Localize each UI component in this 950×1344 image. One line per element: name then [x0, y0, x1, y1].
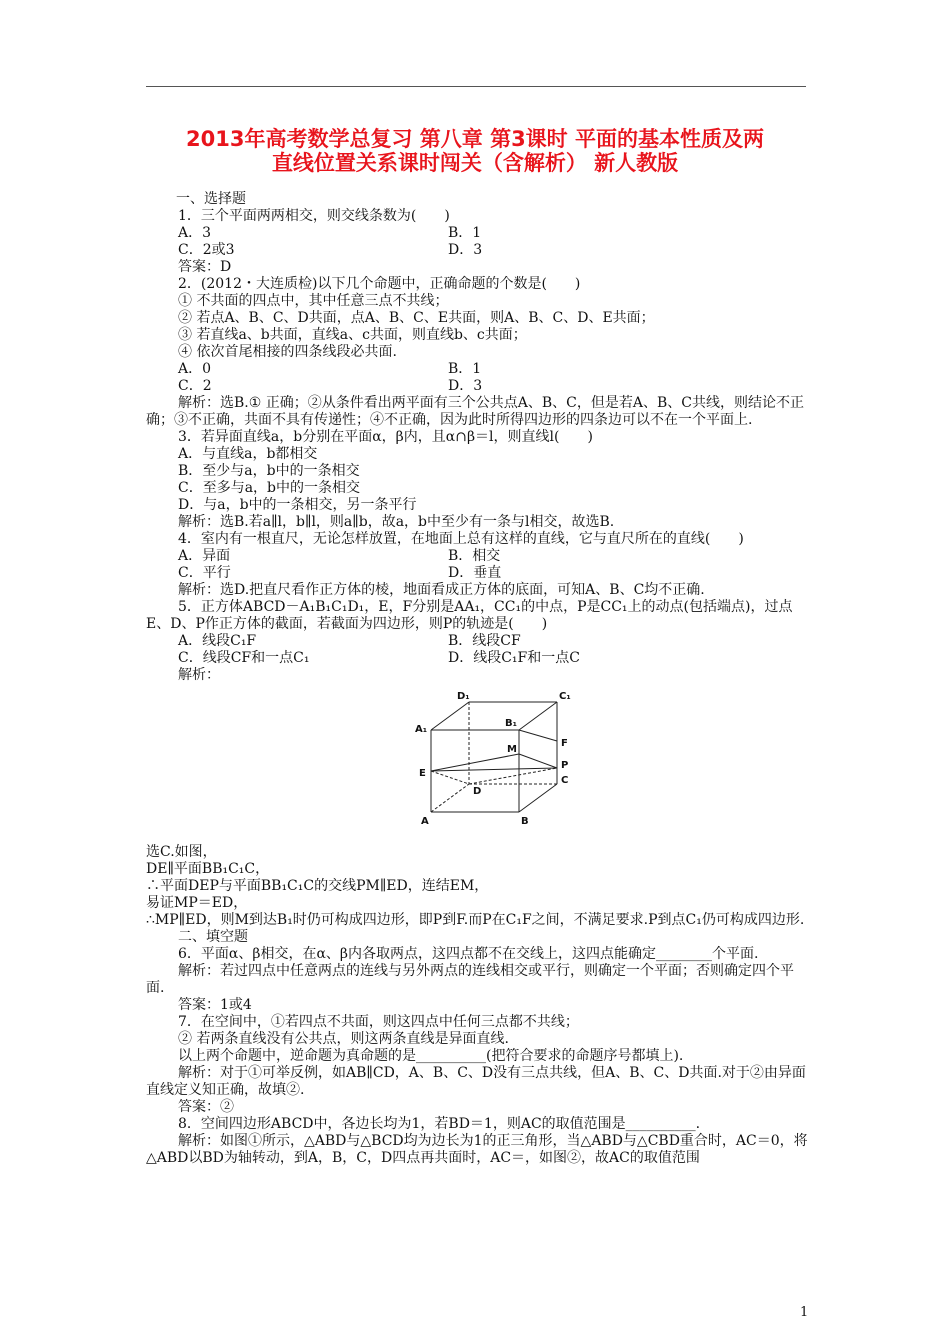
q4-options-row1 [146, 548, 810, 565]
q3-option-d: D．与a，b中的一条相交，另一条平行 [178, 497, 417, 513]
q5-option-b: B．线段CF [448, 633, 521, 649]
q3-option-c: C．至多与a，b中的一条相交 [178, 480, 361, 496]
q1-stem: 1．三个平面两两相交，则交线条数为( ) [178, 208, 450, 224]
document-body [146, 191, 810, 1167]
q5-option-a: A．线段C₁F [178, 633, 257, 649]
q5-options-row1 [146, 633, 810, 650]
q2-prop-3: ③ 若直线a、b共面，直线a、c共面，则直线b、c共面； [178, 327, 527, 343]
q2-option-b: B．1 [448, 361, 482, 377]
q7-prop-2: ② 若两条直线没有公共点，则这两条直线是异面直线. [178, 1031, 509, 1047]
q1-answer: 答案：D [178, 259, 232, 275]
q5-solution-1: 选C.如图， [146, 844, 217, 860]
cube-figure [146, 684, 810, 844]
q2-analysis: 解析：选B.① 正确；②从条件看出两平面有三个公共点A、B、C，但是若A、B、C共线，则结论不正确；③不正确，共面不具有传递性；④不正确，因为此时所得四边形的四条边可以不在一个平面上. [146, 395, 804, 428]
q2-prop-4: ④ 依次首尾相接的四条线段必共面. [178, 344, 397, 360]
section-heading: 一、选择题 [176, 191, 246, 207]
q4-option-a: A．异面 [178, 548, 231, 564]
label-m: M [507, 744, 517, 755]
label-a: A [421, 816, 429, 827]
label-b: B [521, 816, 529, 827]
q4-analysis: 解析：选D.把直尺看作正方体的棱，地面看成正方体的底面，可知A、B、C均不正确. [178, 582, 705, 598]
q4-options-row2 [146, 565, 810, 582]
q7-stem: 7．在空间中，①若四点不共面，则这四点中任何三点都不共线； [178, 1014, 579, 1030]
q6-answer: 答案：1或4 [178, 997, 252, 1013]
q7-analysis: 解析：对于①可举反例，如AB∥CD，A、B、C、D没有三点共线，但A、B、C、D共面.对于②由异面直线定义知正确，故填②. [146, 1065, 806, 1098]
cube-diagram [411, 686, 591, 842]
q5-analysis-label: 解析： [178, 667, 220, 683]
q2-options-row1 [146, 361, 810, 378]
q6-analysis: 解析：若过四点中任意两点的连线与另外两点的连线相交或平行，则确定一个平面；否则确定四个平面. [146, 963, 794, 996]
q2-option-d: D．3 [448, 378, 483, 394]
label-c1: C₁ [559, 691, 571, 702]
label-f: F [561, 738, 568, 749]
q1-option-b: B．1 [448, 225, 482, 241]
q5-stem: 5．正方体ABCD－A₁B₁C₁D₁，E，F分别是AA₁，CC₁的中点，P是CC₁上的动点(包括端点)，过点E、D、P作正方体的截面，若截面为四边形，则P的轨迹是( ) [146, 599, 793, 632]
q1-option-d: D．3 [448, 242, 483, 258]
doc-title-line2: 直线位置关系课时闯关（含解析） 新人教版 [271, 151, 679, 175]
q3-option-a: A．与直线a，b都相交 [178, 446, 318, 462]
label-c: C [561, 775, 569, 786]
label-b1: B₁ [505, 718, 518, 729]
q1-options-row1 [146, 225, 810, 242]
section-heading-2: 二、填空题 [178, 929, 248, 945]
q1-options-row2 [146, 242, 810, 259]
q2-stem: 2．(2012・大连质检)以下几个命题中，正确命题的个数是( ) [178, 276, 581, 292]
q5-option-c: C．线段CF和一点C₁ [178, 650, 310, 666]
q2-option-a: A．0 [178, 361, 212, 377]
label-p: P [561, 760, 569, 771]
q5-solution-3: ∴平面DEP与平面BB₁C₁C的交线PM∥ED，连结EM， [146, 878, 489, 894]
q7-answer: 答案：② [178, 1099, 234, 1115]
q2-prop-1: ① 不共面的四点中，其中任意三点不共线； [178, 293, 449, 309]
q3-option-b: B．至少与a，b中的一条相交 [178, 463, 360, 479]
q8-stem: 8．空间四边形ABCD中，各边长均为1，若BD＝1，则AC的取值范围是__________. [178, 1116, 701, 1132]
q5-option-d: D．线段C₁F和一点C [448, 650, 580, 666]
label-e: E [419, 768, 426, 779]
q3-stem: 3．若异面直线a，b分别在平面α，β内，且α∩β＝l，则直线l( ) [178, 429, 593, 445]
q6-stem: 6．平面α、β相交，在α、β内各取两点，这四点都不在交线上，这四点能确定________个平面. [178, 946, 759, 962]
page-number: 1 [800, 1305, 809, 1320]
q2-options-row2 [146, 378, 810, 395]
label-d1: D₁ [457, 691, 470, 702]
q4-stem: 4．室内有一根直尺，无论怎样放置，在地面上总有这样的直线，它与直尺所在的直线( ) [178, 531, 744, 547]
q4-option-d: D．垂直 [448, 565, 502, 581]
q4-option-c: C．平行 [178, 565, 231, 581]
q8-analysis: 解析：如图①所示，△ABD与△BCD均为边长为1的正三角形，当△ABD与△CBD重合时，AC＝0，将△ABD以BD为轴转动，到A，B，C，D四点再共面时，AC＝，如图②，故AC的取值范围 [146, 1133, 808, 1166]
q5-solution-4: 易证MP＝ED， [146, 895, 248, 911]
q5-options-row2 [146, 650, 810, 667]
q5-solution-5: ∴MP∥ED，则M到达B₁时仍可构成四边形，即P到F.而P在C₁F之间，不满足要求.P到点C₁仍可构成四边形. [146, 912, 805, 928]
label-d: D [473, 786, 482, 797]
q2-option-c: C．2 [178, 378, 212, 394]
doc-title-line1: 2013年高考数学总复习 第八章 第3课时 平面的基本性质及两 [186, 127, 764, 151]
q1-option-c: C．2或3 [178, 242, 235, 258]
label-a1: A₁ [415, 724, 428, 735]
q5-solution-2: DE∥平面BB₁C₁C， [146, 861, 270, 877]
q3-analysis: 解析：选B.若a∥l，b∥l，则a∥b，故a，b中至少有一条与l相交，故选B. [178, 514, 615, 530]
header-rule [146, 86, 806, 87]
q1-option-a: A．3 [178, 225, 212, 241]
q7-ask: 以上两个命题中，逆命题为真命题的是__________(把符合要求的命题序号都填上). [178, 1048, 684, 1064]
q2-prop-2: ② 若点A、B、C、D共面，点A、B、C、E共面，则A、B、C、D、E共面； [178, 310, 655, 326]
q4-option-b: B．相交 [448, 548, 501, 564]
